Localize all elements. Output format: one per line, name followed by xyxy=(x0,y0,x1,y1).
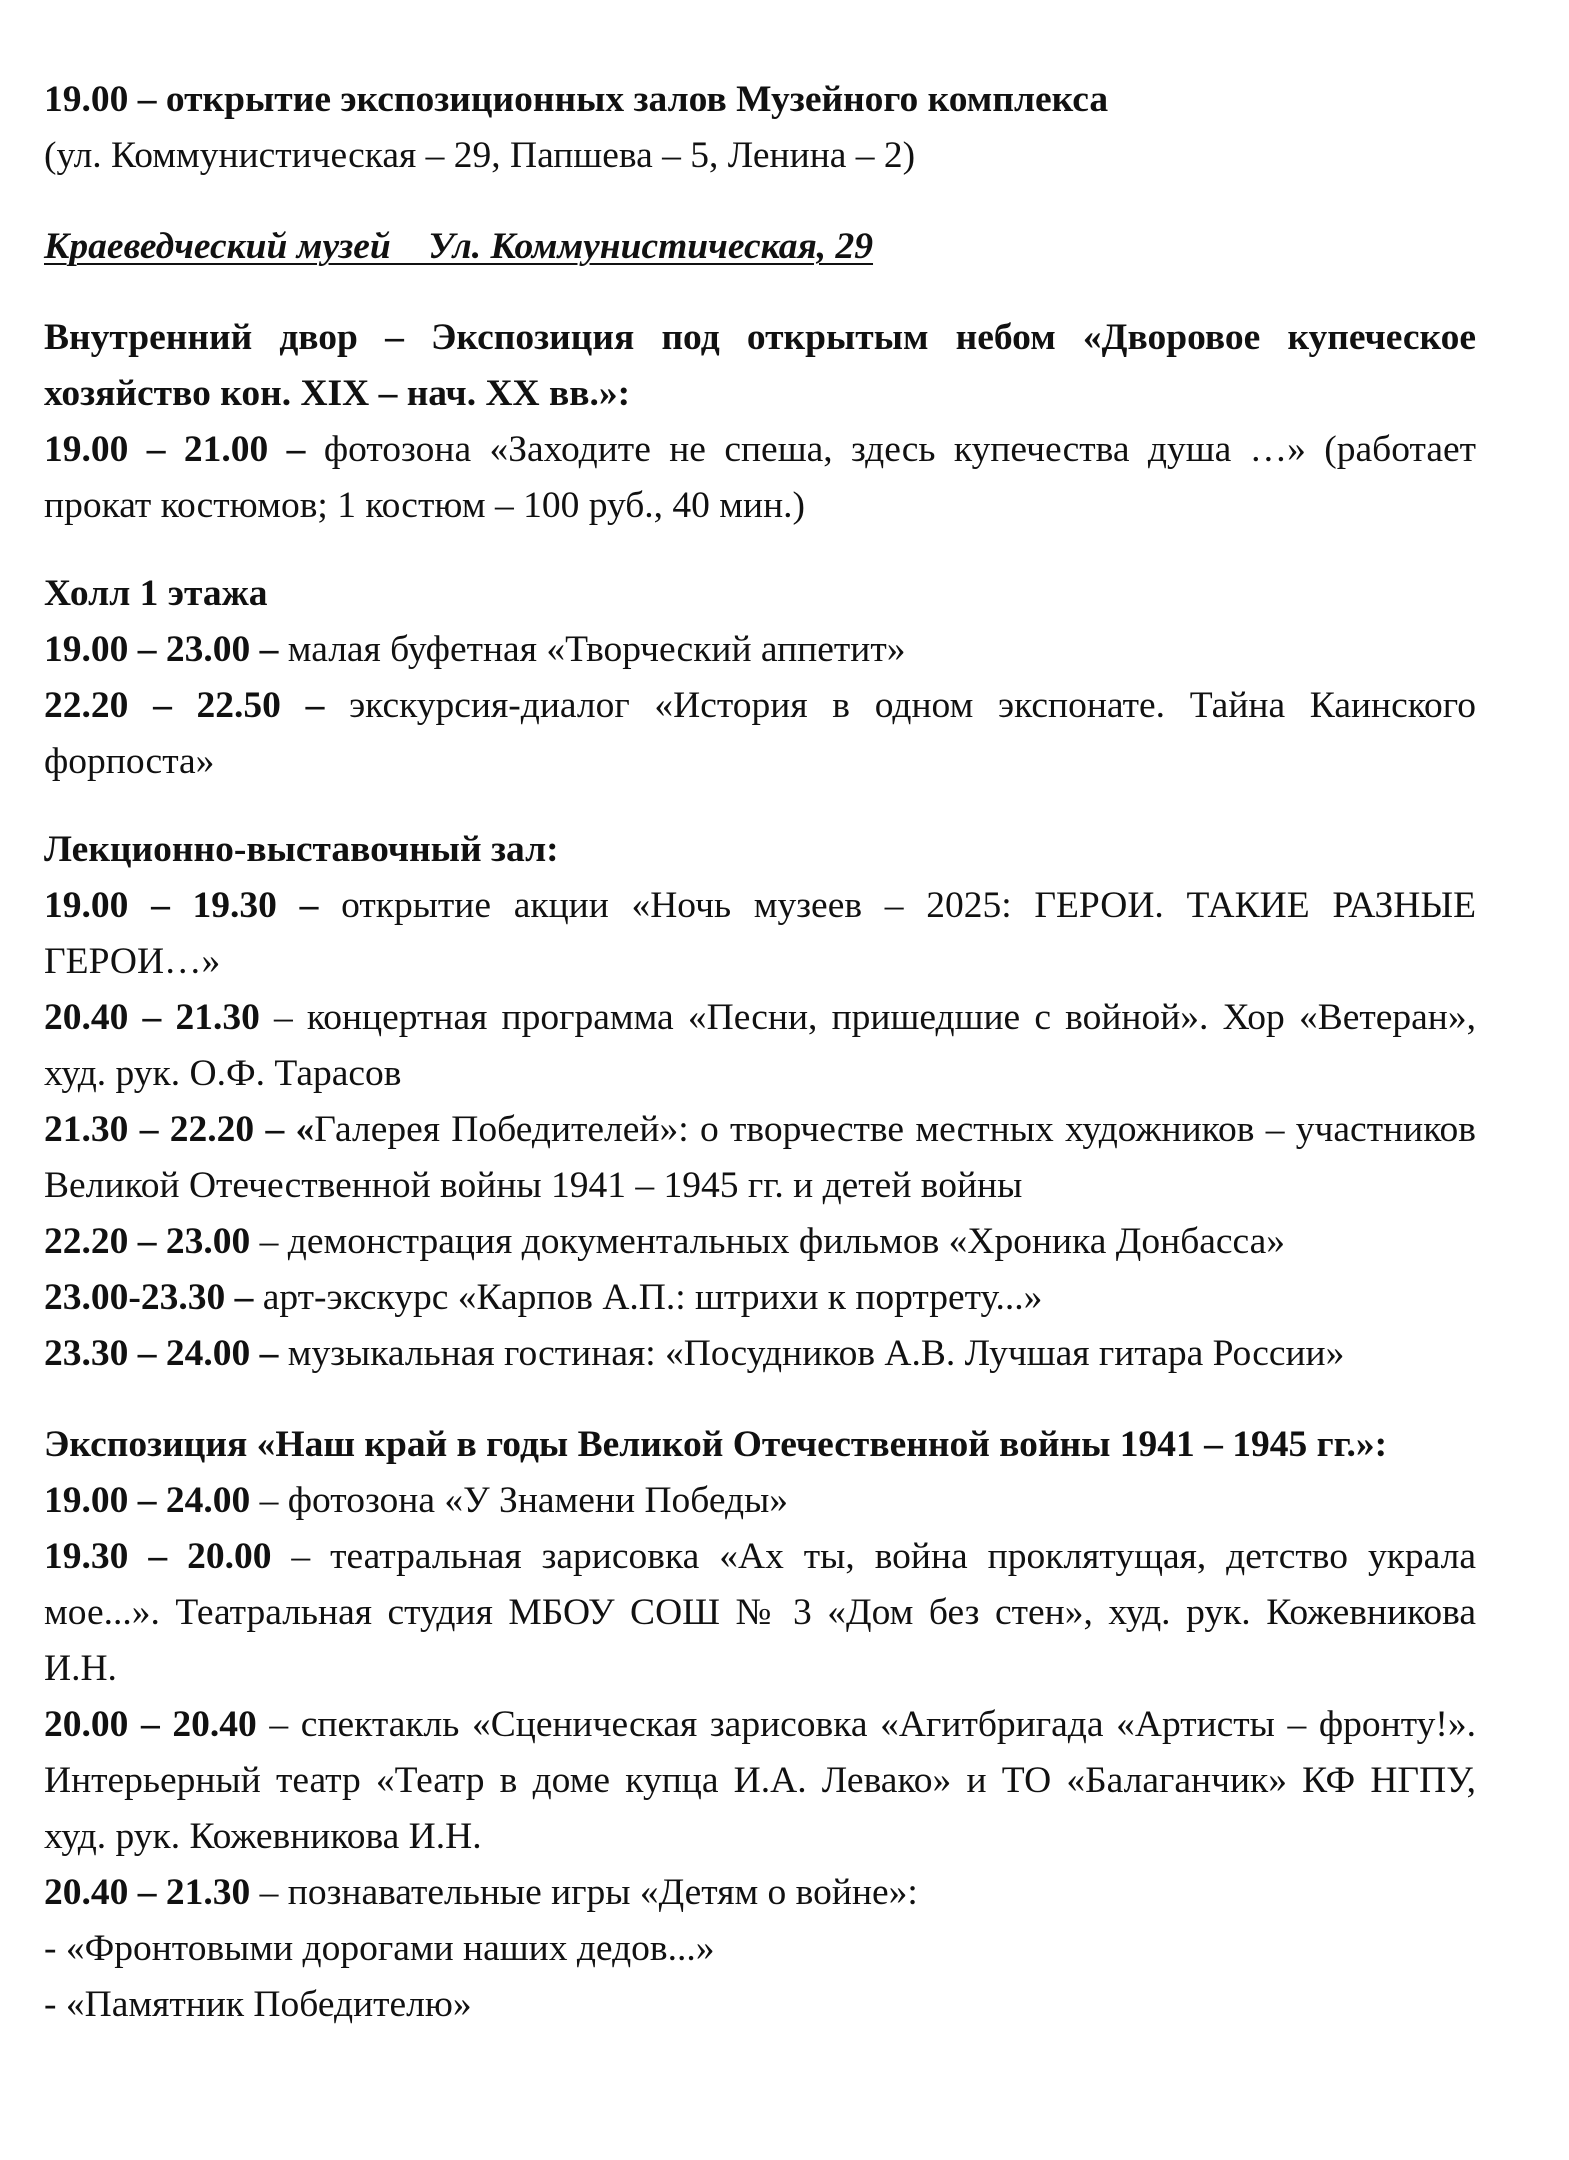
entry-time: 19.00 – 23.00 – xyxy=(44,629,279,670)
intro-opening-line: 19.00 – открытие экспозиционных залов Музейного комплекса xyxy=(44,79,1109,120)
courtyard-heading: Внутренний двор – Экспозиция под открытым небом «Дворовое купеческое хозяйство кон. XIX – нач. XX вв.»: xyxy=(44,317,1476,414)
entry-time: 20.40 – 21.30 xyxy=(44,1872,251,1913)
entry-time: 23.00-23.30 – xyxy=(44,1277,254,1318)
entry-time: 22.20 – 22.50 – xyxy=(44,685,325,726)
entry-time: 20.40 – 21.30 xyxy=(44,997,260,1038)
schedule-entry xyxy=(44,1865,1476,1921)
entry-time: 21.30 – 22.20 – « xyxy=(44,1109,315,1150)
schedule-entry xyxy=(44,678,1476,790)
entry-time: 19.00 – 24.00 xyxy=(44,1480,251,1521)
list-item: - «Памятник Победителю» xyxy=(44,1984,472,2025)
schedule-entry xyxy=(44,422,1476,534)
entry-time: 19.00 – 21.00 – xyxy=(44,429,306,470)
hall1-heading: Холл 1 этажа xyxy=(44,573,268,614)
schedule-entry xyxy=(44,1529,1476,1697)
list-item: - «Фронтовыми дорогами наших дедов...» xyxy=(44,1928,715,1969)
entry-text: фотозона «Заходите не спеша, здесь купечества душа …» (работает прокат костюмов; 1 костюм – 100 руб., 40 мин.) xyxy=(44,429,1476,526)
entry-text: – концертная программа «Песни, пришедшие с войной». Хор «Ветеран», худ. рук. О.Ф. Тарасов xyxy=(44,997,1476,1094)
entry-text: – демонстрация документальных фильмов «Хроника Донбасса» xyxy=(250,1221,1286,1262)
entry-text: Галерея Победителей»: о творчестве местных художников – участников Великой Отечественной войны 1941 – 1945 гг. и детей войны xyxy=(44,1109,1477,1206)
entry-time: 19.00 – 19.30 – xyxy=(44,885,319,926)
schedule-entry xyxy=(44,1473,1476,1529)
schedule-entry xyxy=(44,1326,1476,1382)
schedule-entry xyxy=(44,1697,1476,1865)
entry-time: 23.30 – 24.00 – xyxy=(44,1333,279,1374)
museum-title: Краеведческий музей Ул. Коммунистическая, 29 xyxy=(44,226,874,267)
entry-time: 20.00 – 20.40 xyxy=(44,1704,257,1745)
entry-text: – театральная зарисовка «Ах ты, война проклятущая, детство украла мое...». Театральная студия МБОУ СОШ № 3 «Дом без стен», худ. рук. Кожевникова И.Н. xyxy=(44,1536,1476,1689)
schedule-entry xyxy=(44,1270,1476,1326)
entry-time: 22.20 – 23.00 xyxy=(44,1221,251,1262)
schedule-entry xyxy=(44,622,1476,678)
entry-text: – фотозона «У Знамени Победы» xyxy=(250,1480,789,1521)
entry-text: малая буфетная «Творческий аппетит» xyxy=(278,629,906,670)
entry-text: музыкальная гостиная: «Посудников А.В. Лучшая гитара России» xyxy=(278,1333,1345,1374)
schedule-entry xyxy=(44,1102,1476,1214)
exposition-heading: Экспозиция «Наш край в годы Великой Отечественной войны 1941 – 1945 гг.»: xyxy=(44,1424,1388,1465)
lecture-hall-heading: Лекционно-выставочный зал: xyxy=(44,829,559,870)
entry-text: открытие акции «Ночь музеев – 2025: ГЕРОИ. ТАКИЕ РАЗНЫЕ ГЕРОИ…» xyxy=(44,885,1476,982)
entry-time: 19.30 – 20.00 xyxy=(44,1536,272,1577)
document-page xyxy=(44,72,1476,2033)
entry-text: арт-экскурс «Карпов А.П.: штрихи к портрету...» xyxy=(253,1277,1043,1318)
entry-text: экскурсия-диалог «История в одном экспонате. Тайна Каинского форпоста» xyxy=(44,685,1477,782)
schedule-entry xyxy=(44,878,1476,990)
entry-text: – спектакль «Сценическая зарисовка «Агитбригада «Артисты – фронту!». Интерьерный театр «Театр в доме купца И.А. Левако» и ТО «Балаганчик» КФ НГПУ, худ. рук. Кожевникова И.Н. xyxy=(44,1704,1477,1857)
schedule-entry xyxy=(44,1214,1476,1270)
schedule-entry xyxy=(44,990,1476,1102)
intro-address: (ул. Коммунистическая – 29, Папшева – 5, Ленина – 2) xyxy=(44,135,916,176)
entry-text: – познавательные игры «Детям о войне»: xyxy=(250,1872,918,1913)
